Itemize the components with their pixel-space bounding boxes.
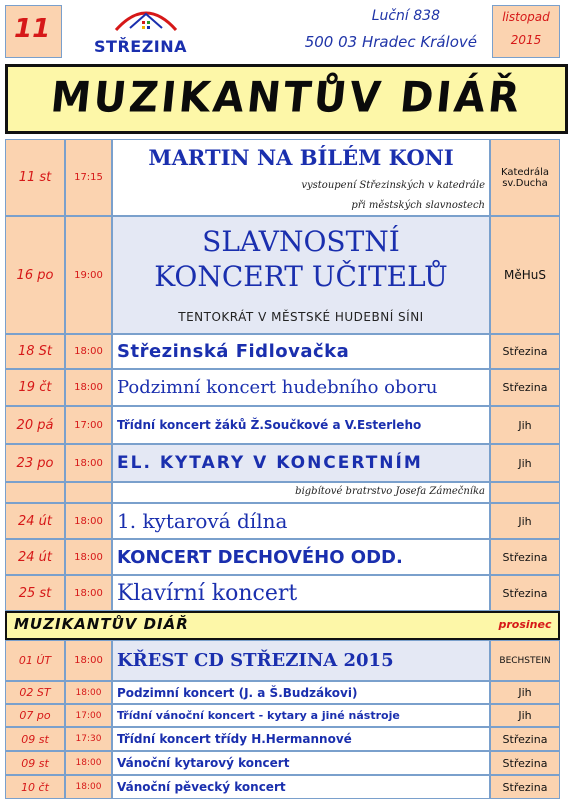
event-date: 11 st (5, 139, 65, 216)
event-subtitle: TENTOKRÁT V MĚSTSKÉ HUDEBNÍ SÍNI (178, 310, 424, 324)
logo-text: STŘEZINA (94, 37, 188, 56)
event-place: Střezina (490, 575, 560, 611)
event-place: Střezina (490, 369, 560, 406)
event-time: 17:00 (65, 406, 112, 444)
event-title: MARTIN NA BÍLÉM KONI (148, 145, 454, 170)
event-time: 18:00 (65, 503, 112, 539)
logo (86, 2, 206, 60)
event-title: 1. kytarová dílna (112, 503, 490, 539)
event-place (490, 482, 560, 503)
event-time: 18:00 (65, 775, 112, 799)
event-place: Jih (490, 444, 560, 482)
event-date: 24 út (5, 503, 65, 539)
section-title: MUZIKANTŮV DIÁŘ (14, 615, 189, 633)
section-month: prosinec (498, 618, 552, 631)
event-place: Katedrála sv.Ducha (490, 139, 560, 216)
event-time: 18:00 (65, 369, 112, 406)
event-title: SLAVNOSTNÍ (202, 225, 400, 258)
event-title: Vánoční kytarový koncert (112, 751, 490, 775)
event-date (5, 482, 65, 503)
event-place: Střezina (490, 727, 560, 751)
event-time: 17:15 (65, 139, 112, 216)
event-title: KONCERT UČITELŮ (154, 260, 448, 293)
event-time: 17:00 (65, 704, 112, 727)
event-date: 09 st (5, 727, 65, 751)
event-place: Střezina (490, 539, 560, 575)
event-title: Podzimní koncert (J. a Š.Budzákovi) (112, 681, 490, 704)
event-time: 18:00 (65, 751, 112, 775)
event-title: Vánoční pěvecký koncert (112, 775, 490, 799)
event-place: Střezina (490, 751, 560, 775)
event-note: bigbítové bratrstvo Josefa Zámečníka (295, 486, 485, 497)
event-time: 18:00 (65, 681, 112, 704)
event-date: 23 po (5, 444, 65, 482)
event-date: 24 út (5, 539, 65, 575)
event-title: EL. KYTARY V KONCERTNÍM (112, 444, 490, 482)
event-time (65, 482, 112, 503)
event-date: 02 ST (5, 681, 65, 704)
event-place: Jih (490, 406, 560, 444)
event-place: BECHSTEIN (490, 640, 560, 681)
event-time: 18:00 (65, 575, 112, 611)
event-date: 01 ÚT (5, 640, 65, 681)
event-date: 19 čt (5, 369, 65, 406)
address-city: 500 03 Hradec Králové (304, 33, 477, 51)
event-time: 18:00 (65, 334, 112, 369)
event-note: při městských slavnostech (351, 200, 485, 211)
event-time: 18:00 (65, 640, 112, 681)
event-title: Třídní vánoční koncert - kytary a jiné nástroje (112, 704, 490, 727)
header-day: 11 (14, 14, 51, 44)
event-title: Třídní koncert třídy H.Hermannové (112, 727, 490, 751)
header-year: 2015 (510, 33, 542, 47)
event-date: 07 po (5, 704, 65, 727)
event-place: Střezina (490, 775, 560, 799)
event-date: 10 čt (5, 775, 65, 799)
event-time: 18:00 (65, 539, 112, 575)
event-time: 18:00 (65, 444, 112, 482)
event-title: KONCERT DECHOVÉHO ODD. (112, 539, 490, 575)
header-month: listopad (502, 10, 550, 24)
event-title: Střezinská Fidlovačka (112, 334, 490, 369)
event-note: vystoupení Střezinských v katedrále (301, 180, 485, 191)
event-date: 09 st (5, 751, 65, 775)
event-title: Podzimní koncert hudebního oboru (112, 369, 490, 406)
event-title: Klavírní koncert (112, 575, 490, 611)
event-place: Jih (490, 503, 560, 539)
event-date: 20 pá (5, 406, 65, 444)
page-title: MUZIKANTŮV DIÁŘ (48, 73, 525, 123)
event-place: Jih (490, 704, 560, 727)
event-title: KŘEST CD STŘEZINA 2015 (112, 640, 490, 681)
event-place: Střezina (490, 334, 560, 369)
address-street: Luční 838 (371, 8, 440, 24)
house-logo-icon (86, 2, 206, 42)
event-place: Jih (490, 681, 560, 704)
event-time: 19:00 (65, 216, 112, 334)
event-date: 25 st (5, 575, 65, 611)
event-date: 16 po (5, 216, 65, 334)
event-date: 18 St (5, 334, 65, 369)
event-place: MěHuS (490, 216, 560, 334)
event-title: Třídní koncert žáků Ž.Součkové a V.Esterleho (112, 406, 490, 444)
event-time: 17:30 (65, 727, 112, 751)
